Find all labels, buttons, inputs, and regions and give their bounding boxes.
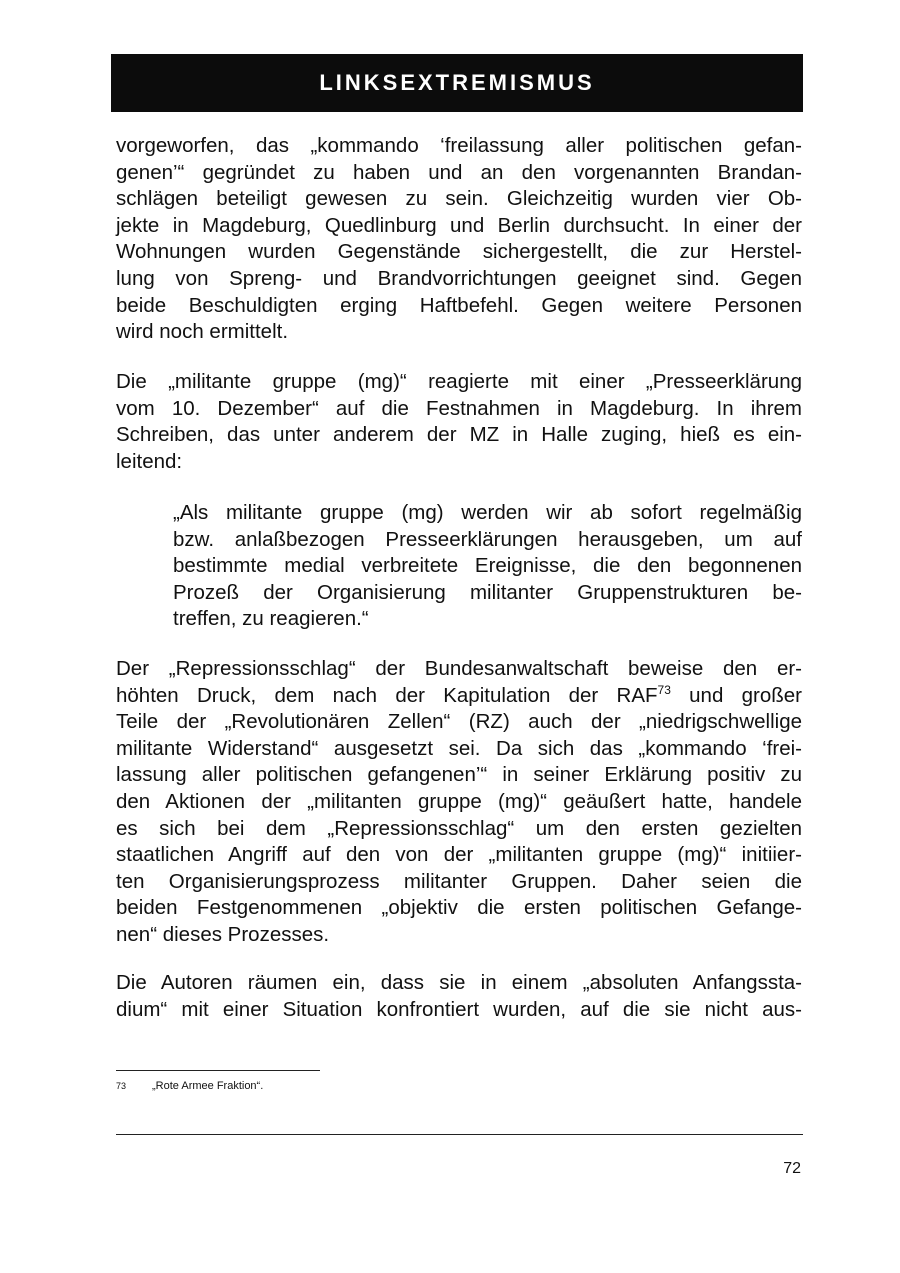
quote-line: bestimmte medial verbreitete Ereignisse, die den begonnenen xyxy=(173,554,802,578)
quote-line: „Als militante gruppe (mg) werden wir ab sofort regelmäßig xyxy=(173,501,802,524)
text-line: Schreiben, das unter anderem der MZ in Halle zuging, hieß es ein- xyxy=(116,423,802,447)
quote-line: bzw. anlaßbezogen Presseerklärungen herausgeben, um auf xyxy=(173,527,802,551)
text-line: lung von Spreng- und Brandvorrichtungen geeignet sind. Gegen xyxy=(116,266,802,290)
quote-line: Prozeß der Organisierung militanter Gruppenstrukturen be- xyxy=(173,580,802,604)
text-line: leitend: xyxy=(116,449,183,473)
paragraph-2 xyxy=(116,369,802,475)
footnote xyxy=(116,1079,263,1093)
footnote-mark: 73 xyxy=(116,1081,127,1091)
text-line: jekte in Magdeburg, Quedlinburg und Berlin durchsucht. In einer der xyxy=(116,213,802,237)
paragraph-3 xyxy=(116,656,802,949)
text-line: Der „Repressionsschlag“ der Bundesanwaltschaft beweise den er- xyxy=(116,657,802,680)
text-line: vom 10. Dezember“ auf die Festnahmen in Magdeburg. In ihrem xyxy=(116,396,802,420)
header-title: LINKSEXTREMISMUS xyxy=(319,70,595,95)
text-line: es sich bei dem „Repressionsschlag“ um den ersten gezielten xyxy=(116,816,802,840)
text-line: beide Beschuldigten erging Haftbefehl. Gegen weitere Personen xyxy=(116,293,802,317)
text-line: Teile der „Revolutionären Zellen“ (RZ) auch der „niedrigschwellige xyxy=(116,710,802,734)
text-line: schlägen beteiligt gewesen zu sein. Gleichzeitig wurden vier Ob- xyxy=(116,187,802,211)
text-line: nen“ dieses Prozesses. xyxy=(116,922,330,946)
text-line: militante Widerstand“ ausgesetzt sei. Da sich das „kommando ‘frei- xyxy=(116,736,802,760)
paragraph-1 xyxy=(116,133,802,346)
block-quote xyxy=(173,500,802,633)
paragraph-4 xyxy=(116,970,802,1023)
page-number: 72 xyxy=(783,1160,801,1177)
footnote-text: „Rote Armee Fraktion“. xyxy=(152,1080,264,1092)
running-header xyxy=(111,54,803,112)
text-line: dium“ mit einer Situation konfrontiert wurden, auf die sie nicht aus- xyxy=(116,997,802,1021)
footnote-divider xyxy=(116,1070,320,1071)
text-line: Wohnungen wurden Gegenstände sichergestellt, die zur Herstel- xyxy=(116,240,802,264)
footnote-reference: 73 xyxy=(657,682,671,697)
text-line: wird noch ermittelt. xyxy=(116,320,289,344)
text-line: Die „militante gruppe (mg)“ reagierte mit einer „Presseerklärung xyxy=(116,370,802,393)
text-line: staatlichen Angriff auf den von der „militanten gruppe (mg)“ initiier- xyxy=(116,843,802,867)
text-segment: höhten Druck, dem nach der Kapitulation der RAF xyxy=(116,683,658,707)
footer-divider xyxy=(116,1134,803,1135)
text-line: ten Organisierungsprozess militanter Gruppen. Daher seien die xyxy=(116,869,802,893)
text-line: beiden Festgenommenen „objektiv die ersten politischen Gefange- xyxy=(116,896,802,920)
quote-line: treffen, zu reagieren.“ xyxy=(173,607,369,631)
text-line: genen’“ gegründet zu haben und an den vorgenannten Brandan- xyxy=(116,160,802,184)
text-line: vorgeworfen, das „kommando ‘freilassung aller politischen gefan- xyxy=(116,134,802,157)
text-segment: und großer xyxy=(670,683,802,707)
text-line: Die Autoren räumen ein, dass sie in einem „absoluten Anfangssta- xyxy=(116,971,802,994)
text-line-with-footnote xyxy=(116,683,802,710)
text-line: den Aktionen der „militanten gruppe (mg)“ geäußert hatte, handele xyxy=(116,789,802,813)
text-line: lassung aller politischen gefangenen’“ in seiner Erklärung positiv zu xyxy=(116,763,802,787)
